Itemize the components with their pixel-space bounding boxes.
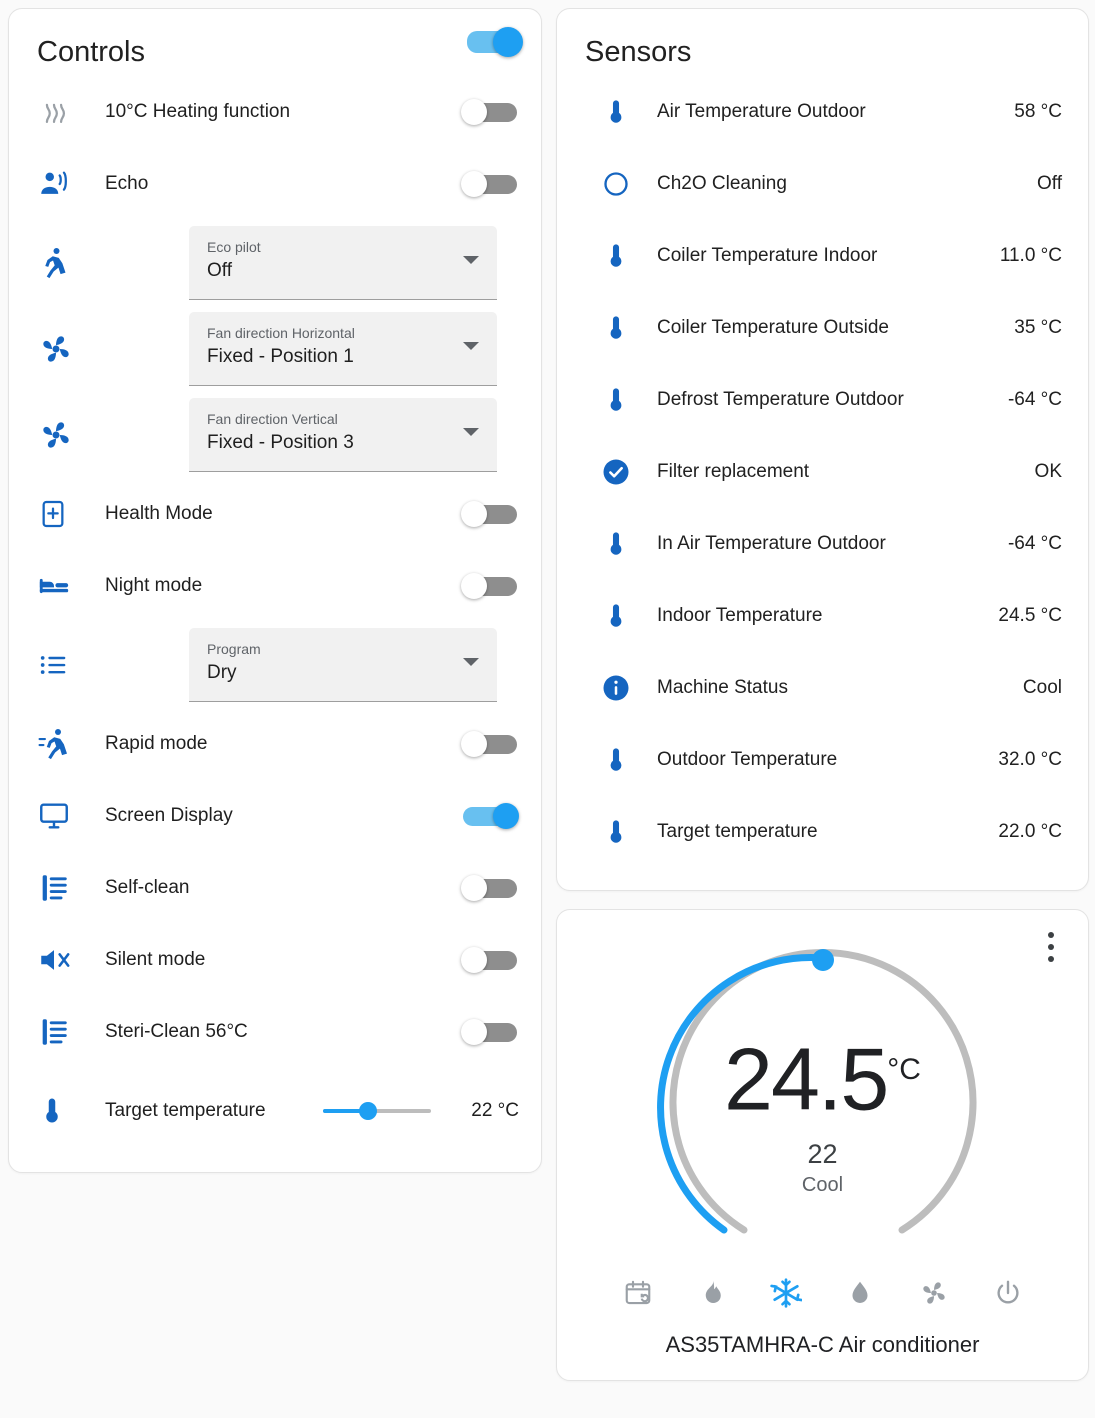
control-row-fan-vertical[interactable] [9, 392, 541, 478]
fan-horizontal-icon [37, 330, 95, 368]
sensor-value: -64 °C [1007, 532, 1062, 554]
fan-vertical-value: Fixed - Position 3 [207, 431, 354, 453]
mute-icon [37, 943, 95, 977]
sensor-row-filter-replacement [557, 436, 1088, 508]
sensor-label: Filter replacement [657, 460, 810, 482]
eco-pilot-runner-icon [37, 245, 95, 281]
sensor-label: Target temperature [657, 820, 818, 842]
power-icon[interactable] [991, 1276, 1025, 1310]
right-column [556, 8, 1089, 1410]
thermostat-readout [603, 1026, 1043, 1197]
mode-bar[interactable] [557, 1276, 1088, 1310]
chevron-down-icon[interactable] [463, 658, 479, 666]
control-label: Target temperature [105, 1099, 266, 1121]
target-temperature-value: 22 °C [471, 1099, 519, 1121]
sensor-value: -64 °C [1007, 388, 1062, 410]
sensor-value: 58 °C [1014, 100, 1062, 122]
thermometer-icon [585, 386, 647, 414]
control-toggle-echo[interactable] [461, 171, 519, 197]
sensor-label: Defrost Temperature Outdoor [657, 388, 904, 410]
sensor-label: Coiler Temperature Outside [657, 316, 889, 338]
control-row-eco-pilot[interactable] [9, 220, 541, 306]
sensor-value: 35 °C [1014, 316, 1062, 338]
fan-vertical-select[interactable] [189, 398, 497, 472]
fan-horizontal-label: Fan direction Horizontal [207, 324, 355, 341]
current-temperature-value: 24.5 [724, 1029, 888, 1129]
control-row-target-temperature[interactable] [9, 1068, 541, 1154]
sensor-row-air-temperature-outdoor [557, 76, 1088, 148]
control-row-echo[interactable] [9, 148, 541, 220]
sensors-card [556, 8, 1089, 891]
control-label: Silent mode [105, 948, 206, 970]
control-toggle-rapid-mode[interactable] [461, 731, 519, 757]
sensor-row-coiler-temperature-outside [557, 292, 1088, 364]
control-label: Rapid mode [105, 732, 208, 754]
schedule-icon[interactable] [621, 1276, 655, 1310]
thermometer-icon [585, 746, 647, 774]
control-label: Health Mode [105, 502, 213, 524]
info-circle-icon [585, 673, 647, 703]
control-row-night-mode[interactable] [9, 550, 541, 622]
controls-header [9, 9, 541, 76]
mode-label: Cool [801, 1174, 844, 1197]
rapid-runner-icon [37, 726, 95, 762]
fan-icon[interactable] [917, 1276, 951, 1310]
temperature-unit: °C [887, 1052, 921, 1086]
sensor-value: 11.0 °C [999, 244, 1062, 266]
sensor-label: Indoor Temperature [657, 604, 823, 626]
control-row-steri-clean[interactable] [9, 996, 541, 1068]
fan-vertical-label: Fan direction Vertical [207, 410, 338, 427]
control-toggle-screen-display[interactable] [461, 803, 519, 829]
echo-voice-icon [37, 167, 95, 201]
sensor-value: 22.0 °C [998, 820, 1062, 842]
sensor-label: Outdoor Temperature [657, 748, 838, 770]
fan-horizontal-select[interactable] [189, 312, 497, 386]
circle-outline-icon [585, 170, 647, 198]
sensor-row-defrost-temperature-outdoor [557, 364, 1088, 436]
control-label: Night mode [105, 574, 203, 596]
thermometer-icon [585, 98, 647, 126]
control-label: Self-clean [105, 876, 190, 898]
control-label: Echo [105, 172, 149, 194]
sensor-row-machine-status [557, 652, 1088, 724]
controls-title: Controls [37, 36, 145, 68]
control-toggle-night-mode[interactable] [461, 573, 519, 599]
health-mode-icon [37, 498, 95, 530]
sensor-row-ch2o-cleaning [557, 148, 1088, 220]
sensor-value: Cool [1022, 676, 1062, 698]
sensor-label: Coiler Temperature Indoor [657, 244, 878, 266]
thermometer-icon [585, 242, 647, 270]
sensor-row-outdoor-temperature [557, 724, 1088, 796]
current-temperature [603, 1026, 1043, 1129]
control-toggle-self-clean[interactable] [461, 875, 519, 901]
sensor-row-target-temperature [557, 796, 1088, 868]
control-label: Steri-Clean 56°C [105, 1020, 248, 1042]
thermometer-icon [585, 314, 647, 342]
control-row-rapid-mode[interactable] [9, 708, 541, 780]
thermostat-card [556, 909, 1089, 1381]
sensor-value: 32.0 °C [998, 748, 1062, 770]
sensor-label: Machine Status [657, 676, 788, 698]
snowflake-icon[interactable] [769, 1276, 803, 1310]
eco-pilot-value: Off [207, 259, 232, 281]
control-toggle-steri-clean[interactable] [461, 1019, 519, 1045]
control-label: 10°C Heating function [105, 100, 291, 122]
left-column [8, 8, 542, 1410]
heat-flame-icon[interactable] [695, 1276, 729, 1310]
control-row-silent-mode[interactable] [9, 924, 541, 996]
controls-master-toggle[interactable] [461, 27, 519, 57]
sensor-value: Off [1037, 172, 1062, 194]
device-name: AS35TAMHRA-C Air conditioner [665, 1331, 980, 1357]
sensor-value: 24.5 °C [998, 604, 1062, 626]
self-clean-icon [37, 871, 95, 905]
slider-handle[interactable] [359, 1102, 377, 1120]
dry-droplet-icon[interactable] [843, 1276, 877, 1310]
program-select[interactable] [189, 628, 497, 702]
sensor-row-coiler-temperature-indoor [557, 220, 1088, 292]
bed-icon [37, 569, 95, 603]
sensor-label: Ch2O Cleaning [657, 172, 787, 194]
control-row-fan-horizontal[interactable] [9, 306, 541, 392]
monitor-icon [37, 799, 95, 833]
target-temperature-slider-wrap[interactable] [323, 1100, 519, 1122]
chevron-down-icon[interactable] [463, 342, 479, 350]
thermometer-icon [585, 818, 647, 846]
control-row-self-clean[interactable] [9, 852, 541, 924]
steri-clean-icon [37, 1015, 95, 1049]
control-row-heating-function[interactable] [9, 76, 541, 148]
target-temperature-slider[interactable] [323, 1109, 431, 1113]
control-toggle-silent-mode[interactable] [461, 947, 519, 973]
control-toggle-heating-function[interactable] [461, 99, 519, 125]
overflow-menu-icon[interactable] [1048, 932, 1054, 968]
chevron-down-icon[interactable] [463, 256, 479, 264]
heat-waves-icon [37, 95, 95, 129]
program-value: Dry [207, 661, 237, 683]
thermometer-icon [585, 530, 647, 558]
target-temperature-readout: 22 [807, 1139, 838, 1170]
sensors-title: Sensors [585, 36, 692, 68]
thermometer-icon [585, 602, 647, 630]
sensor-label: In Air Temperature Outdoor [657, 532, 886, 554]
sensor-row-in-air-temperature-outdoor [557, 508, 1088, 580]
control-row-screen-display[interactable] [9, 780, 541, 852]
sensor-row-indoor-temperature [557, 580, 1088, 652]
thermostat-dial[interactable] [603, 940, 1043, 1270]
sensor-label: Air Temperature Outdoor [657, 100, 866, 122]
control-row-program[interactable] [9, 622, 541, 708]
control-toggle-health-mode[interactable] [461, 501, 519, 527]
chevron-down-icon[interactable] [463, 428, 479, 436]
check-circle-icon [585, 457, 647, 487]
sensor-value: OK [1034, 460, 1062, 482]
controls-card [8, 8, 542, 1173]
fan-vertical-icon [37, 416, 95, 454]
program-list-icon [37, 648, 95, 682]
eco-pilot-label: Eco pilot [207, 238, 261, 255]
control-label: Screen Display [105, 804, 233, 826]
control-row-health-mode[interactable] [9, 478, 541, 550]
thermometer-icon [37, 1096, 95, 1126]
fan-horizontal-value: Fixed - Position 1 [207, 345, 354, 367]
eco-pilot-select[interactable] [189, 226, 497, 300]
program-label: Program [207, 640, 261, 657]
